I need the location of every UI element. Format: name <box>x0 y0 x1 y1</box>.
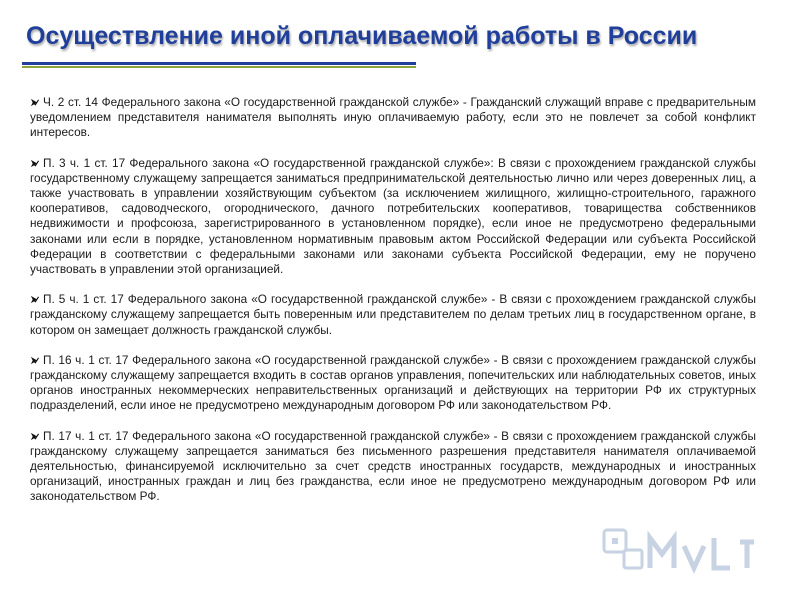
title-underline-green <box>22 66 416 68</box>
arrow-bullet-icon <box>30 295 39 304</box>
paragraph-text: П. 17 ч. 1 ст. 17 Федерального закона «О государственной гражданской службе» - В связи с прохождением гражданской службы гражданскому служащему запрещается заниматься без письменного разрешения представителя нанимателя оплачиваемой деятельностью, финансируемой исключительно за счет средств иностранных государств, международных и иностранных организаций, иностранных граждан и лиц без гражданства, если иное не предусмотрено международным договором РФ или законодательством РФ. <box>30 428 756 504</box>
arrow-bullet-icon <box>30 98 39 107</box>
arrow-bullet-icon <box>30 159 39 168</box>
arrow-bullet-icon <box>30 356 39 365</box>
paragraph-1 <box>30 95 756 141</box>
title-underline-blue <box>22 62 416 65</box>
paragraph-text: Ч. 2 ст. 14 Федерального закона «О государственной гражданской службе» - Гражданский служащий вправе с предварительным уведомлением представителя нанимателя выполнять иную оплачиваемую работу, если это не повлечет за собой конфликт интересов. <box>30 95 756 140</box>
paragraph-5 <box>30 429 756 505</box>
watermark-logo-icon <box>594 524 766 576</box>
paragraph-text: П. 3 ч. 1 ст. 17 Федерального закона «О государственной гражданской службе»: В связи с прохождением гражданской службы государственному служащему запрещается заниматься предпринимательской деятельностью лично или через доверенных лиц, а также участвовать в управлении хозяйствующим субъектом (за исключением жилищного, жилищно-строительного, гаражного кооперативов, садоводческого, огороднического, дачного потребительских кооперативов, товарищества собственников недвижимости и профсоюза, зарегистрированного в установленном порядке), если иное не предусмотрено федеральными законами или если в порядке, установленном нормативным правовым актом Российской Федерации или субъекта Российской Федерации в соответствии с федеральными законами или законами субъекта Российской Федерации, ему не поручено участвовать в управлении этой организацией. <box>30 155 756 277</box>
arrow-bullet-icon <box>30 432 39 441</box>
page-title: Осуществление иной оплачиваемой работы в России <box>26 22 698 50</box>
paragraph-4 <box>30 353 756 414</box>
paragraph-3 <box>30 292 756 338</box>
paragraph-text: П. 16 ч. 1 ст. 17 Федерального закона «О государственной гражданской службе» - В связи с прохождением гражданской службы гражданскому служащему запрещается входить в состав органов управления, попечительских или наблюдательных советов, иных органов иностранных некоммерческих неправительственных организаций и действующих на территории РФ их структурных подразделений, если иное не предусмотрено международным договором РФ или законодательством РФ. <box>30 352 756 413</box>
paragraph-text: П. 5 ч. 1 ст. 17 Федерального закона «О государственной гражданской службе» - В связи с прохождением гражданской службы гражданскому служащему запрещается быть поверенным или представителем по делам третьих лиц в государственном органе, в котором он замещает должность гражданской службы. <box>30 292 756 337</box>
paragraph-2 <box>30 156 756 278</box>
content-area <box>30 95 756 520</box>
